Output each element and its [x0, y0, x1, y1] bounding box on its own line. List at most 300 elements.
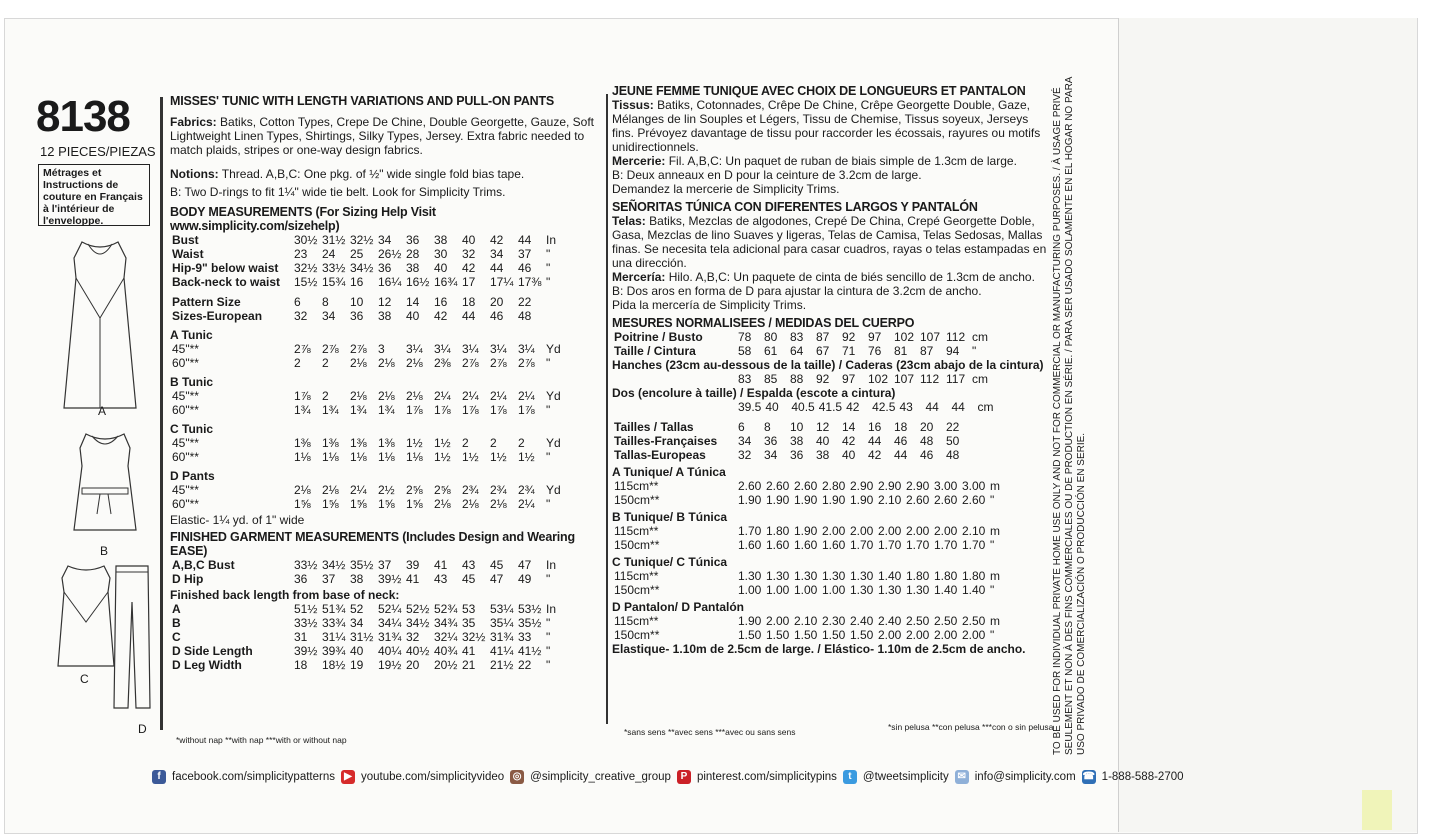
unit-cell [544, 295, 548, 309]
merceria-c: Pida la mercería de Simplicity Trims. [612, 298, 807, 312]
table-cell: 1.70 [962, 538, 986, 552]
table-row [170, 616, 558, 630]
table-cell: 1.00 [822, 583, 846, 597]
table-cell: 81 [894, 344, 908, 358]
table-cell: 43 [434, 572, 448, 586]
row-label: Hip-9" below waist [172, 261, 279, 275]
table-cell: 1⅝ [294, 497, 311, 511]
row-label: D Side Length [172, 644, 253, 658]
footer-link[interactable]: @tweetsimplicity [862, 771, 949, 783]
table-cell: 2⅛ [294, 483, 311, 497]
table-cell: 43 [899, 400, 913, 414]
nap-note-fr: *sans sens **avec sens ***avec ou sans sens [624, 727, 796, 737]
yardage-table [170, 342, 563, 370]
merceria-label: Mercería: [612, 270, 666, 284]
table-cell: 2⅝ [406, 483, 423, 497]
table-cell: 46 [920, 448, 934, 462]
row-label: Pattern Size [172, 295, 241, 309]
table-cell: 1.30 [794, 569, 818, 583]
table-cell: 39.5 [738, 400, 762, 414]
table-cell: 44 [518, 233, 532, 247]
unit-cell: Yd [546, 342, 561, 356]
table-cell: 18 [294, 658, 308, 672]
row-label [612, 400, 736, 414]
table-row [612, 479, 1002, 493]
table-cell: 2.40 [850, 614, 874, 628]
footer-link[interactable]: @simplicity_creative_group [530, 771, 671, 783]
table-cell: 24 [322, 247, 336, 261]
table-cell: 33½ [294, 616, 318, 630]
notions-b: B: Two D-rings to fit 1¼" wide tie belt. Look for Simplicity Trims. [170, 185, 506, 199]
table-cell: 10 [790, 420, 804, 434]
table-cell: 1.40 [878, 569, 902, 583]
table-cell: 2¼ [490, 389, 507, 403]
hanches-label: Hanches (23cm au-dessous de la taille) / Caderas (23cm abajo de la cintura) [612, 358, 1044, 372]
back-length-table [170, 602, 558, 672]
table-cell: 34½ [350, 261, 374, 275]
table-cell: 16 [868, 420, 882, 434]
table-cell: 40¼ [378, 644, 402, 658]
table-cell: 14 [406, 295, 420, 309]
table-cell: 34¼ [378, 616, 402, 630]
table-cell: 39¾ [322, 644, 346, 658]
table-cell: 33¾ [322, 616, 346, 630]
table-cell: 1⅞ [294, 389, 311, 403]
table-cell: 2⅞ [294, 342, 311, 356]
mercerie-text: Fil. A,B,C: Un paquet de ruban de biais simple de 1.3cm de large. [668, 154, 1017, 168]
table-cell: 2.00 [934, 524, 958, 538]
instagram-icon: ◎ [510, 770, 524, 784]
notions-label: Notions: [170, 167, 219, 181]
yardage-view-label: B Tunique/ B Túnica [612, 510, 728, 524]
table-cell: 2⅝ [434, 483, 451, 497]
table-cell: 2.30 [822, 614, 846, 628]
yardage-view-label: C Tunic [170, 422, 214, 436]
table-cell: 1¾ [322, 403, 339, 417]
metric-size-table [612, 420, 970, 462]
pinterest-icon: P [677, 770, 691, 784]
table-cell: 34¾ [434, 616, 458, 630]
table-cell: 31½ [322, 233, 346, 247]
row-label: D Hip [172, 572, 204, 586]
table-cell: 44 [894, 448, 908, 462]
table-cell: 1⅝ [322, 497, 339, 511]
table-cell: 18 [462, 295, 476, 309]
table-row [170, 275, 558, 289]
table-row [612, 628, 1002, 642]
table-cell: 2.10 [962, 524, 986, 538]
row-label: 60"** [172, 497, 199, 511]
table-cell: 53 [462, 602, 476, 616]
table-cell: 20 [920, 420, 934, 434]
table-cell: 2.00 [906, 524, 930, 538]
table-cell: 2⅜ [434, 356, 451, 370]
unit-cell: m [990, 569, 1000, 583]
table-cell: 47 [490, 572, 504, 586]
dos-label: Dos (encolure à taille) / Espalda (escote a cintura) [612, 386, 896, 400]
table-row [612, 493, 1002, 507]
table-cell: 8 [322, 295, 329, 309]
table-cell: 2.10 [794, 614, 818, 628]
table-cell: 1.90 [766, 493, 790, 507]
table-cell: 30 [434, 247, 448, 261]
tissus-text: Batiks, Cotonnades, Crêpe De Chine, Crêpe Georgette Double, Gaze, Mélanges de lin Souples et Légers, Tissu de Chemise, Tissus soyeux, Jerseys fins. Prévoyez davantage de tissu pour raccorder les écossais, rayures ou motifs unidirectionnels. [612, 98, 1041, 154]
row-label: 60"** [172, 403, 199, 417]
view-c-sketch [56, 562, 116, 672]
unit-cell: " [990, 493, 995, 507]
table-cell: 1.80 [962, 569, 986, 583]
spanish-title: SEÑORITAS TÚNICA CON DIFERENTES LARGOS Y PANTALÓN [612, 200, 978, 214]
table-cell: 33 [518, 630, 532, 644]
table-cell: 14 [842, 420, 856, 434]
table-cell: 46 [490, 309, 504, 323]
table-cell: 2⅛ [406, 389, 423, 403]
table-cell: 112 [946, 330, 966, 344]
table-cell: 44 [925, 400, 939, 414]
yardage-view-label: B Tunic [170, 375, 214, 389]
table-cell: 1⅜ [350, 436, 367, 450]
table-cell: 15½ [294, 275, 318, 289]
table-cell: 12 [816, 420, 830, 434]
table-cell: 1.30 [850, 583, 874, 597]
table-cell: 1½ [490, 450, 507, 464]
row-label: Poitrine / Busto [614, 330, 703, 344]
english-section [170, 94, 602, 672]
table-cell: 42 [842, 434, 856, 448]
table-cell: 53¼ [490, 602, 514, 616]
table-cell: 2¾ [462, 483, 479, 497]
table-cell: 36 [406, 233, 420, 247]
table-cell: 2¼ [350, 483, 367, 497]
table-cell: 20½ [434, 658, 458, 672]
table-cell: 52½ [406, 602, 430, 616]
footer-link[interactable]: youtube.com/simplicityvideo [360, 771, 505, 783]
row-label [612, 372, 736, 386]
pattern-size-table [170, 295, 548, 323]
table-cell: 30½ [294, 233, 318, 247]
table-cell: 2.60 [934, 493, 958, 507]
table-cell: 76 [868, 344, 882, 358]
table-cell: 1.90 [738, 614, 762, 628]
table-cell: 1⅛ [406, 450, 423, 464]
table-cell: 35½ [518, 616, 542, 630]
table-cell: 2.60 [766, 479, 790, 493]
table-cell: 45 [490, 558, 504, 572]
table-cell: 94 [946, 344, 960, 358]
table-cell: 31¾ [378, 630, 402, 644]
table-cell: 2.50 [934, 614, 958, 628]
footer-link[interactable]: facebook.com/simplicitypatterns [172, 771, 335, 783]
table-cell: 1⅜ [378, 436, 395, 450]
footer-link[interactable]: pinterest.com/simplicitypins [696, 771, 837, 783]
table-cell: 1.70 [906, 538, 930, 552]
table-cell: 1⅞ [518, 403, 535, 417]
unit-cell: m [990, 524, 1000, 538]
table-cell: 43 [462, 558, 476, 572]
table-row [170, 450, 563, 464]
table-cell: 42 [434, 309, 448, 323]
table-cell: 32 [462, 247, 476, 261]
unit-cell: m [990, 479, 1000, 493]
table-cell: 53½ [518, 602, 542, 616]
unit-cell: cm [972, 372, 988, 386]
table-cell: 34 [378, 233, 392, 247]
table-cell: 48 [518, 309, 532, 323]
table-cell: 47 [518, 558, 532, 572]
table-cell: 49 [518, 572, 532, 586]
table-cell: 2⅛ [378, 389, 395, 403]
table-cell: 12 [378, 295, 392, 309]
table-cell: 37 [322, 572, 336, 586]
table-cell: 87 [920, 344, 934, 358]
telas-label: Telas: [612, 214, 646, 228]
table-cell: 107 [920, 330, 941, 344]
telas-text: Batiks, Mezclas de algodones, Crepé De China, Crepé Georgette Doble, Gasa, Mezclas de lino Suaves y ligeras, Telas de Camisa, Telas Sedosas, Mallas finas. Se necesita tela adicional para casar cuadros, rayas o telas estampadas en una dirección. [612, 214, 1047, 270]
table-cell: 32 [294, 309, 308, 323]
table-cell: 40 [816, 434, 830, 448]
unit-cell: " [546, 616, 551, 630]
table-cell: 1.30 [878, 583, 902, 597]
yardage-table [612, 479, 1002, 507]
table-cell: 40 [350, 644, 364, 658]
row-label: 60"** [172, 356, 199, 370]
table-cell: 71 [842, 344, 856, 358]
unit-cell: In [546, 602, 557, 616]
finished-measurements-table [170, 558, 558, 586]
mercerie-c: Demandez la mercerie de Simplicity Trims. [612, 182, 840, 196]
row-label: 45"** [172, 436, 199, 450]
table-cell: 1⅝ [406, 497, 423, 511]
unit-cell: " [546, 403, 551, 417]
table-cell: 32 [406, 630, 420, 644]
table-cell: 20 [490, 295, 504, 309]
table-cell: 41 [462, 644, 476, 658]
table-cell: 17⅜ [518, 275, 542, 289]
table-cell: 22 [946, 420, 960, 434]
table-cell: 2 [518, 436, 525, 450]
table-cell: 39 [406, 558, 420, 572]
table-cell: 34 [738, 434, 752, 448]
table-cell: 44 [868, 434, 882, 448]
table-row [612, 569, 1002, 583]
email-icon: ✉ [955, 770, 969, 784]
french-instructions-note: Métrages et Instructions de couture en Français à l'intérieur de l'enveloppe. [38, 164, 150, 226]
table-cell: 37 [378, 558, 392, 572]
table-cell: 1.00 [738, 583, 762, 597]
table-cell: 3¼ [490, 342, 507, 356]
table-cell: 26½ [378, 247, 402, 261]
table-row [170, 497, 563, 511]
tissus-label: Tissus: [612, 98, 654, 112]
table-cell: 34 [764, 448, 778, 462]
table-cell: 2 [322, 356, 329, 370]
mercerie-label: Mercerie: [612, 154, 666, 168]
table-cell: 40 [406, 309, 420, 323]
table-cell: 1¾ [350, 403, 367, 417]
table-cell: 32½ [462, 630, 486, 644]
table-row [170, 261, 558, 275]
table-cell: 1.30 [850, 569, 874, 583]
table-cell: 1.60 [822, 538, 846, 552]
table-row [170, 436, 563, 450]
table-cell: 85 [764, 372, 778, 386]
table-cell: 1⅜ [294, 436, 311, 450]
table-cell: 1.80 [934, 569, 958, 583]
row-label: 115cm** [614, 524, 659, 538]
table-cell: 2.00 [766, 614, 790, 628]
table-cell: 3¼ [406, 342, 423, 356]
view-d-sketch [110, 562, 154, 712]
table-cell: 2.90 [878, 479, 902, 493]
table-cell: 97 [842, 372, 856, 386]
yardage-table [170, 436, 563, 464]
table-cell: 107 [894, 372, 915, 386]
table-cell: 23 [294, 247, 308, 261]
table-cell: 1½ [434, 450, 451, 464]
row-label: 115cm** [614, 479, 659, 493]
table-cell: 2.60 [906, 493, 930, 507]
table-cell: 1⅝ [378, 497, 395, 511]
unit-cell: m [990, 614, 1000, 628]
nap-note-en: *without nap **with nap ***with or without nap [176, 735, 347, 745]
table-cell: 83 [790, 330, 804, 344]
yellow-edge [1362, 790, 1392, 830]
table-cell: 2 [294, 356, 301, 370]
table-cell: 35 [462, 616, 476, 630]
row-label: 150cm** [614, 628, 660, 642]
table-cell: 38 [790, 434, 804, 448]
table-cell: 1.40 [934, 583, 958, 597]
table-cell: 35¼ [490, 616, 514, 630]
view-label-c: C [80, 672, 89, 686]
table-row [612, 583, 1002, 597]
table-cell: 2¼ [434, 389, 451, 403]
table-cell: 2⅞ [462, 356, 479, 370]
row-label: D Leg Width [172, 658, 242, 672]
unit-cell: " [546, 356, 551, 370]
row-label: 150cm** [614, 493, 660, 507]
table-cell: 42 [868, 448, 882, 462]
row-label: 115cm** [614, 569, 659, 583]
table-cell: 8 [764, 420, 771, 434]
table-cell: 16 [434, 295, 448, 309]
table-cell: 102 [894, 330, 915, 344]
table-row [170, 247, 558, 261]
table-cell: 1⅝ [350, 497, 367, 511]
table-cell: 31¾ [490, 630, 514, 644]
table-cell: 38 [406, 261, 420, 275]
row-label: 150cm** [614, 583, 660, 597]
table-cell: 19½ [378, 658, 402, 672]
table-cell: 45 [462, 572, 476, 586]
table-cell: 2⅛ [406, 356, 423, 370]
table-cell: 40 [434, 261, 448, 275]
table-cell: 35½ [350, 558, 374, 572]
table-row [170, 483, 563, 497]
body-measurements-title: BODY MEASUREMENTS (For Sizing Help Visit www.simplicity.com/sizehelp) [170, 205, 436, 233]
row-label: A [172, 602, 181, 616]
footer-link[interactable]: info@simplicity.com [974, 771, 1076, 783]
unit-cell: " [546, 247, 551, 261]
table-cell: 2.60 [738, 479, 762, 493]
table-cell: 36 [764, 434, 778, 448]
table-cell: 88 [790, 372, 804, 386]
table-cell: 34 [322, 309, 336, 323]
table-cell: 52¼ [378, 602, 402, 616]
table-cell: 1⅜ [322, 436, 339, 450]
table-cell: 34½ [406, 616, 430, 630]
table-cell: 2.00 [934, 628, 958, 642]
table-row [170, 558, 558, 572]
row-label: 45"** [172, 483, 199, 497]
table-cell: 32¼ [434, 630, 458, 644]
yardage-table [612, 614, 1002, 642]
table-cell: 1.90 [850, 493, 874, 507]
table-row [612, 372, 990, 386]
table-cell: 44 [490, 261, 504, 275]
unit-cell: " [546, 572, 551, 586]
table-cell: 10 [350, 295, 364, 309]
table-cell: 92 [816, 372, 830, 386]
notions-text: Thread. A,B,C: One pkg. of ½" wide single fold bias tape. [221, 167, 525, 181]
unit-cell: cm [972, 330, 988, 344]
table-cell: 34 [490, 247, 504, 261]
table-cell: 2.00 [822, 524, 846, 538]
table-row [612, 448, 970, 462]
table-row [612, 524, 1002, 538]
table-cell: 36 [294, 572, 308, 586]
table-cell: 46 [894, 434, 908, 448]
yardage-table [612, 524, 1002, 552]
table-cell: 42 [490, 233, 504, 247]
unit-cell: " [972, 344, 977, 358]
table-cell: 2⅞ [322, 342, 339, 356]
table-cell: 1.00 [794, 583, 818, 597]
table-cell: 46 [518, 261, 532, 275]
table-cell: 48 [920, 434, 934, 448]
view-b-sketch [70, 430, 140, 540]
metric-body-table [612, 330, 990, 358]
table-cell: 40 [842, 448, 856, 462]
table-cell: 31½ [350, 630, 374, 644]
table-cell: 1.70 [878, 538, 902, 552]
table-cell: 16¼ [378, 275, 402, 289]
table-cell: 2⅛ [462, 497, 479, 511]
footer-link[interactable]: 1-888-588-2700 [1101, 771, 1184, 783]
table-row [612, 330, 990, 344]
usage-restriction-text: TO BE USED FOR INDIVIDUAL PRIVATE HOME USE ONLY AND NOT FOR COMMERCIAL OR MANUFACTURING PURPOSES. / À USAGE PRIVÉ SEULEMENT ET NON À DES FINS COMMERCIALES OU DE PRODUCTION EN SÉRIE. / PARA SER USADO SOLAMENTE EN EL HOGAR NO PARA USO PRIVADO DE COMERCIALIZACIÓN O PRODUCCIÓN EN SERIE. [1052, 77, 1087, 755]
table-row [170, 356, 563, 370]
row-label: Bust [172, 233, 199, 247]
finished-measurements-title: FINISHED GARMENT MEASUREMENTS (Includes Design and Wearing EASE) [170, 530, 575, 558]
table-cell: 2.00 [878, 524, 902, 538]
unit-cell: Yd [546, 389, 561, 403]
merceria-b: B: Dos aros en forma de D para ajustar la cintura de 3.2cm de ancho. [612, 284, 982, 298]
table-cell: 1.00 [766, 583, 790, 597]
table-row [170, 644, 558, 658]
pattern-number: 8138 [36, 92, 130, 141]
table-cell: 40¾ [434, 644, 458, 658]
table-cell: 92 [842, 330, 856, 344]
table-row [170, 403, 563, 417]
english-title: MISSES' TUNIC WITH LENGTH VARIATIONS AND PULL-ON PANTS [170, 94, 555, 108]
table-cell: 25 [350, 247, 364, 261]
table-row [170, 658, 558, 672]
pieces-count: 12 PIECES/PIEZAS [40, 144, 156, 159]
table-cell: 2.00 [850, 524, 874, 538]
table-cell: 2⅞ [350, 342, 367, 356]
table-cell: 2.60 [794, 479, 818, 493]
